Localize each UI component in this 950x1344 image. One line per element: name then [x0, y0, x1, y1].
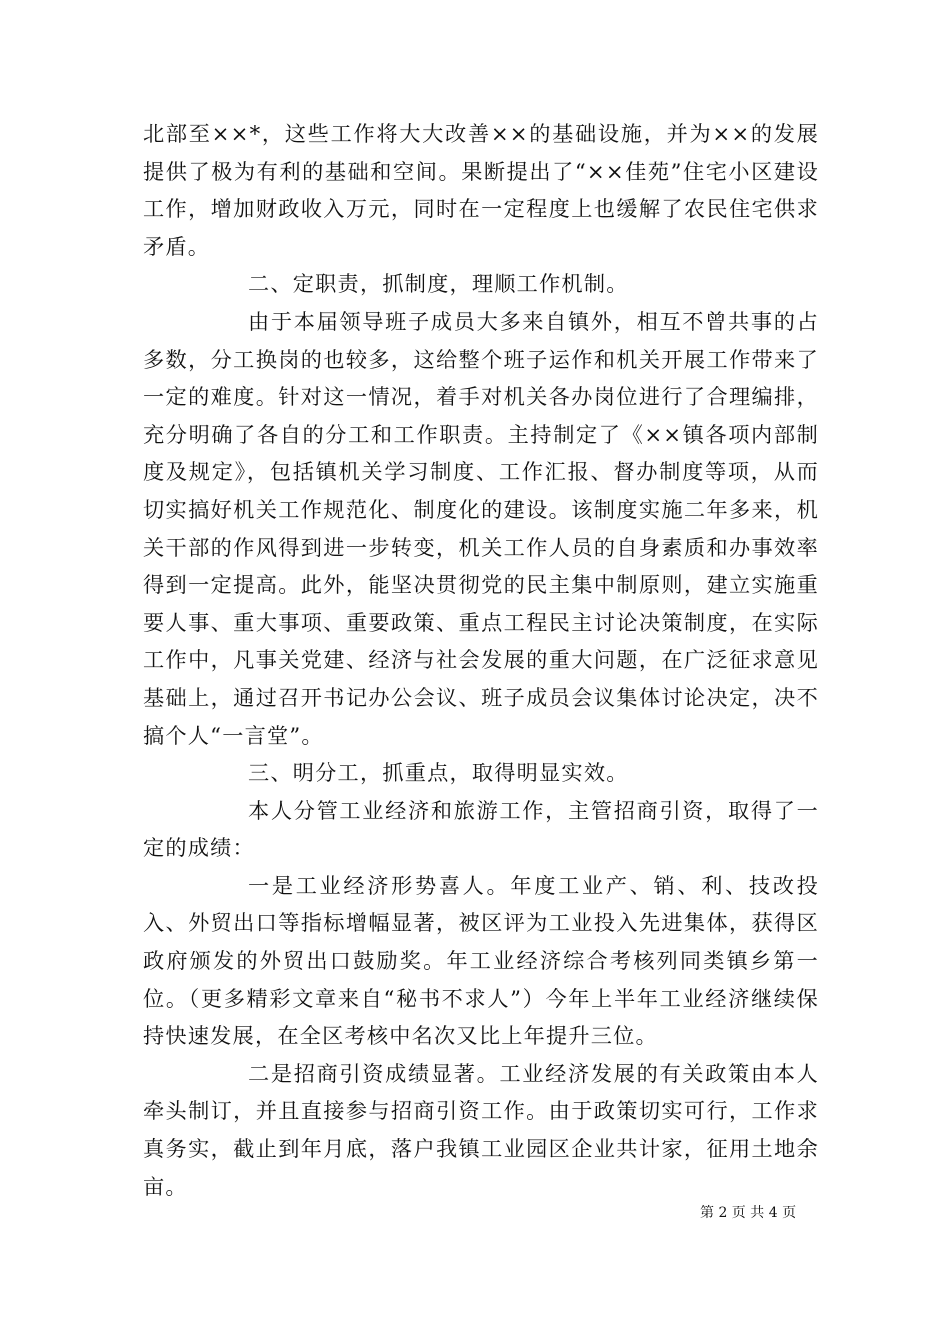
paragraph-duties-system: 由于本届领导班子成员大多来自镇外，相互不曾共事的占多数，分工换岗的也较多，这给整个班子运作和机关开展工作带来了一定的难度。针对这一情况，着手对机关各办岗位进行了合理编排，充分明确了各自的分工和工作职责。主持制定了《××镇各项内部制度及规定》，包括镇机关学习制度、工作汇报、督办制度等项，从而切实搞好机关工作规范化、制度化的建设。该制度实施二年多来，机关干部的作风得到进一步转变，机关工作人员的自身素质和办事效率得到一定提高。此外，能坚决贯彻党的民主集中制原则，建立实施重要人事、重大事项、重要政策、重点工程民主讨论决策制度，在实际工作中，凡事关党建、经济与社会发展的重大问题，在广泛征求意见基础上，通过召开书记办公会议、班子成员会议集体讨论决定，决不搞个人“一言堂”。 [143, 308, 819, 748]
document-body [143, 115, 819, 1205]
paragraph-investment: 二是招商引资成绩显著。工业经济发展的有关政策由本人牵头制订，并且直接参与招商引资工作。由于政策切实可行，工作求真务实，截止到年月底，落户我镇工业园区企业共计家，征用土地余亩。 [143, 1060, 819, 1199]
paragraph-responsibilities: 本人分管工业经济和旅游工作，主管招商引资，取得了一定的成绩： [143, 797, 819, 861]
paragraph-industrial-economy: 一是工业经济形势喜人。年度工业产、销、利、技改投入、外贸出口等指标增幅显著，被区评为工业投入先进集体，获得区政府颁发的外贸出口鼓励奖。年工业经济综合考核列同类镇乡第一位。（更多精彩文章来自“秘书不求人”）今年上半年工业经济继续保持快速发展，在全区考核中名次又比上年提升三位。 [143, 872, 819, 1049]
section-heading-2: 二、定职责，抓制度，理顺工作机制。 [248, 271, 629, 297]
paragraph-continuation: 北部至××*，这些工作将大大改善××的基础设施，并为××的发展提供了极为有利的基础和空间。果断提出了“××佳苑”住宅小区建设工作，增加财政收入万元，同时在一定程度上也缓解了农民住宅供求矛盾。 [143, 121, 819, 259]
page-footer: 第 2 页 共 4 页 [700, 1205, 797, 1221]
section-heading-3: 三、明分工，抓重点，取得明显实效。 [248, 760, 629, 786]
